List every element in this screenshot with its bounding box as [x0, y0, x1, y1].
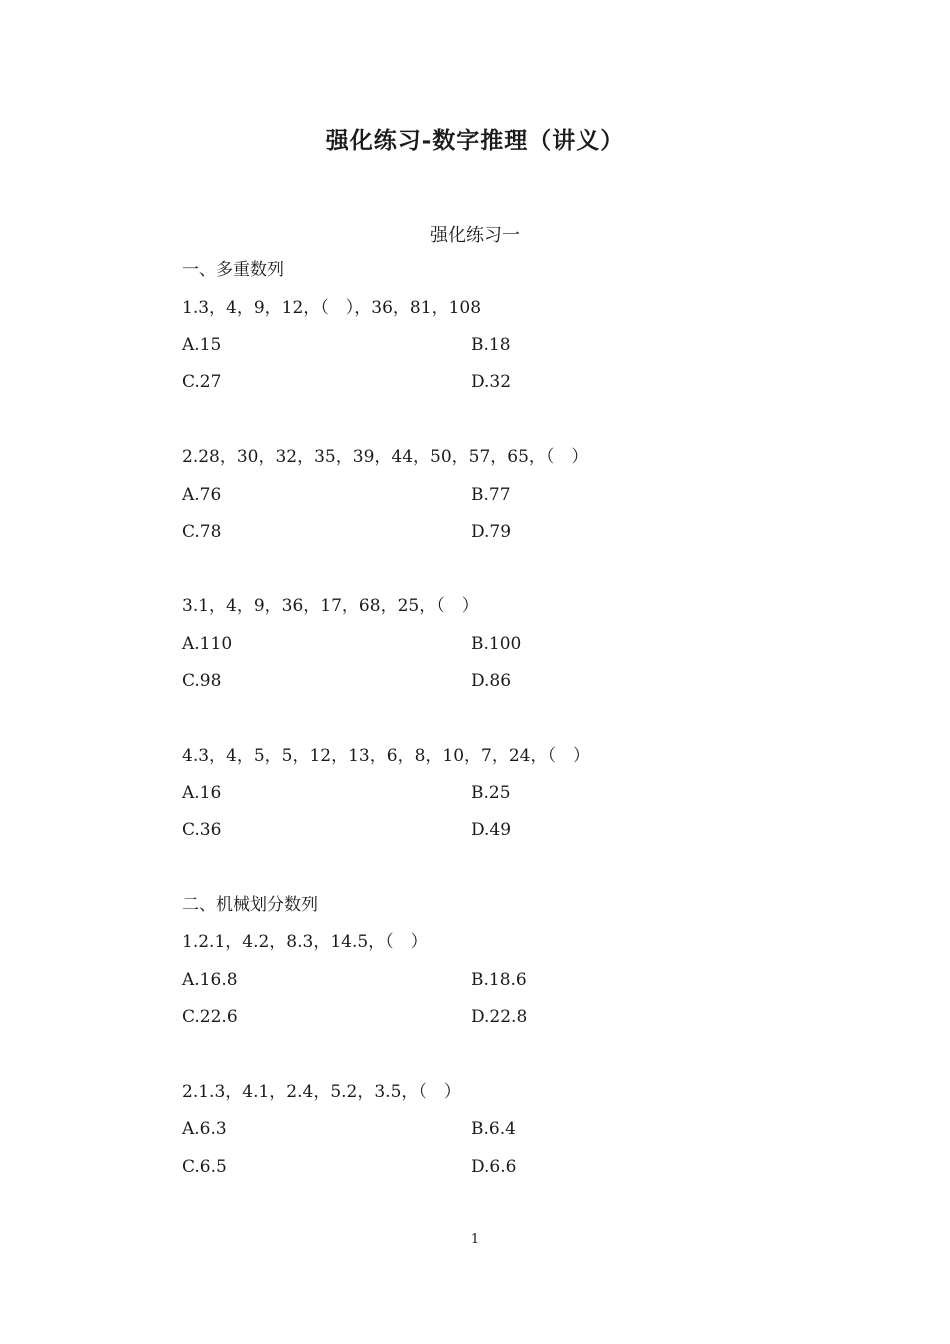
option-c: C.78 [182, 522, 222, 542]
option-c: C.6.5 [182, 1157, 227, 1177]
section-subtitle: 强化练习一 [430, 225, 520, 246]
option-a: A.76 [182, 485, 222, 505]
option-b: B.6.4 [471, 1119, 516, 1139]
question-stem: 3.1，4，9，36，17，68，25，（ ） [182, 596, 479, 616]
option-c: C.22.6 [182, 1007, 238, 1027]
option-b: B.18 [471, 335, 511, 355]
option-b: B.18.6 [471, 970, 527, 990]
option-d: D.49 [471, 820, 512, 840]
option-a: A.16 [182, 783, 222, 803]
option-a: A.110 [182, 634, 233, 654]
question-stem: 2.1.3，4.1，2.4，5.2，3.5，（ ） [182, 1082, 461, 1102]
page-number: 1 [470, 1232, 480, 1247]
option-a: A.15 [182, 335, 222, 355]
option-d: D.86 [471, 671, 512, 691]
question-stem: 1.2.1，4.2，8.3，14.5，（ ） [182, 932, 428, 952]
option-d: D.79 [471, 522, 512, 542]
option-d: D.22.8 [471, 1007, 528, 1027]
section-heading: 一、多重数列 [182, 260, 284, 280]
option-b: B.77 [471, 485, 511, 505]
question-stem: 2.28，30，32，35，39，44，50，57，65，（ ） [182, 447, 589, 467]
option-c: C.27 [182, 372, 222, 392]
question-stem: 1.3，4，9，12，（ ），36，81，108 [182, 298, 482, 318]
option-c: C.36 [182, 820, 222, 840]
option-d: D.32 [471, 372, 512, 392]
option-b: B.25 [471, 783, 511, 803]
option-c: C.98 [182, 671, 222, 691]
option-a: A.6.3 [182, 1119, 227, 1139]
document-title: 强化练习-数字推理（讲义） [325, 127, 625, 154]
question-stem: 4.3，4，5，5，12，13，6，8，10，7，24，（ ） [182, 746, 590, 766]
option-a: A.16.8 [182, 970, 238, 990]
option-d: D.6.6 [471, 1157, 517, 1177]
option-b: B.100 [471, 634, 522, 654]
section-heading: 二、机械划分数列 [182, 895, 318, 915]
